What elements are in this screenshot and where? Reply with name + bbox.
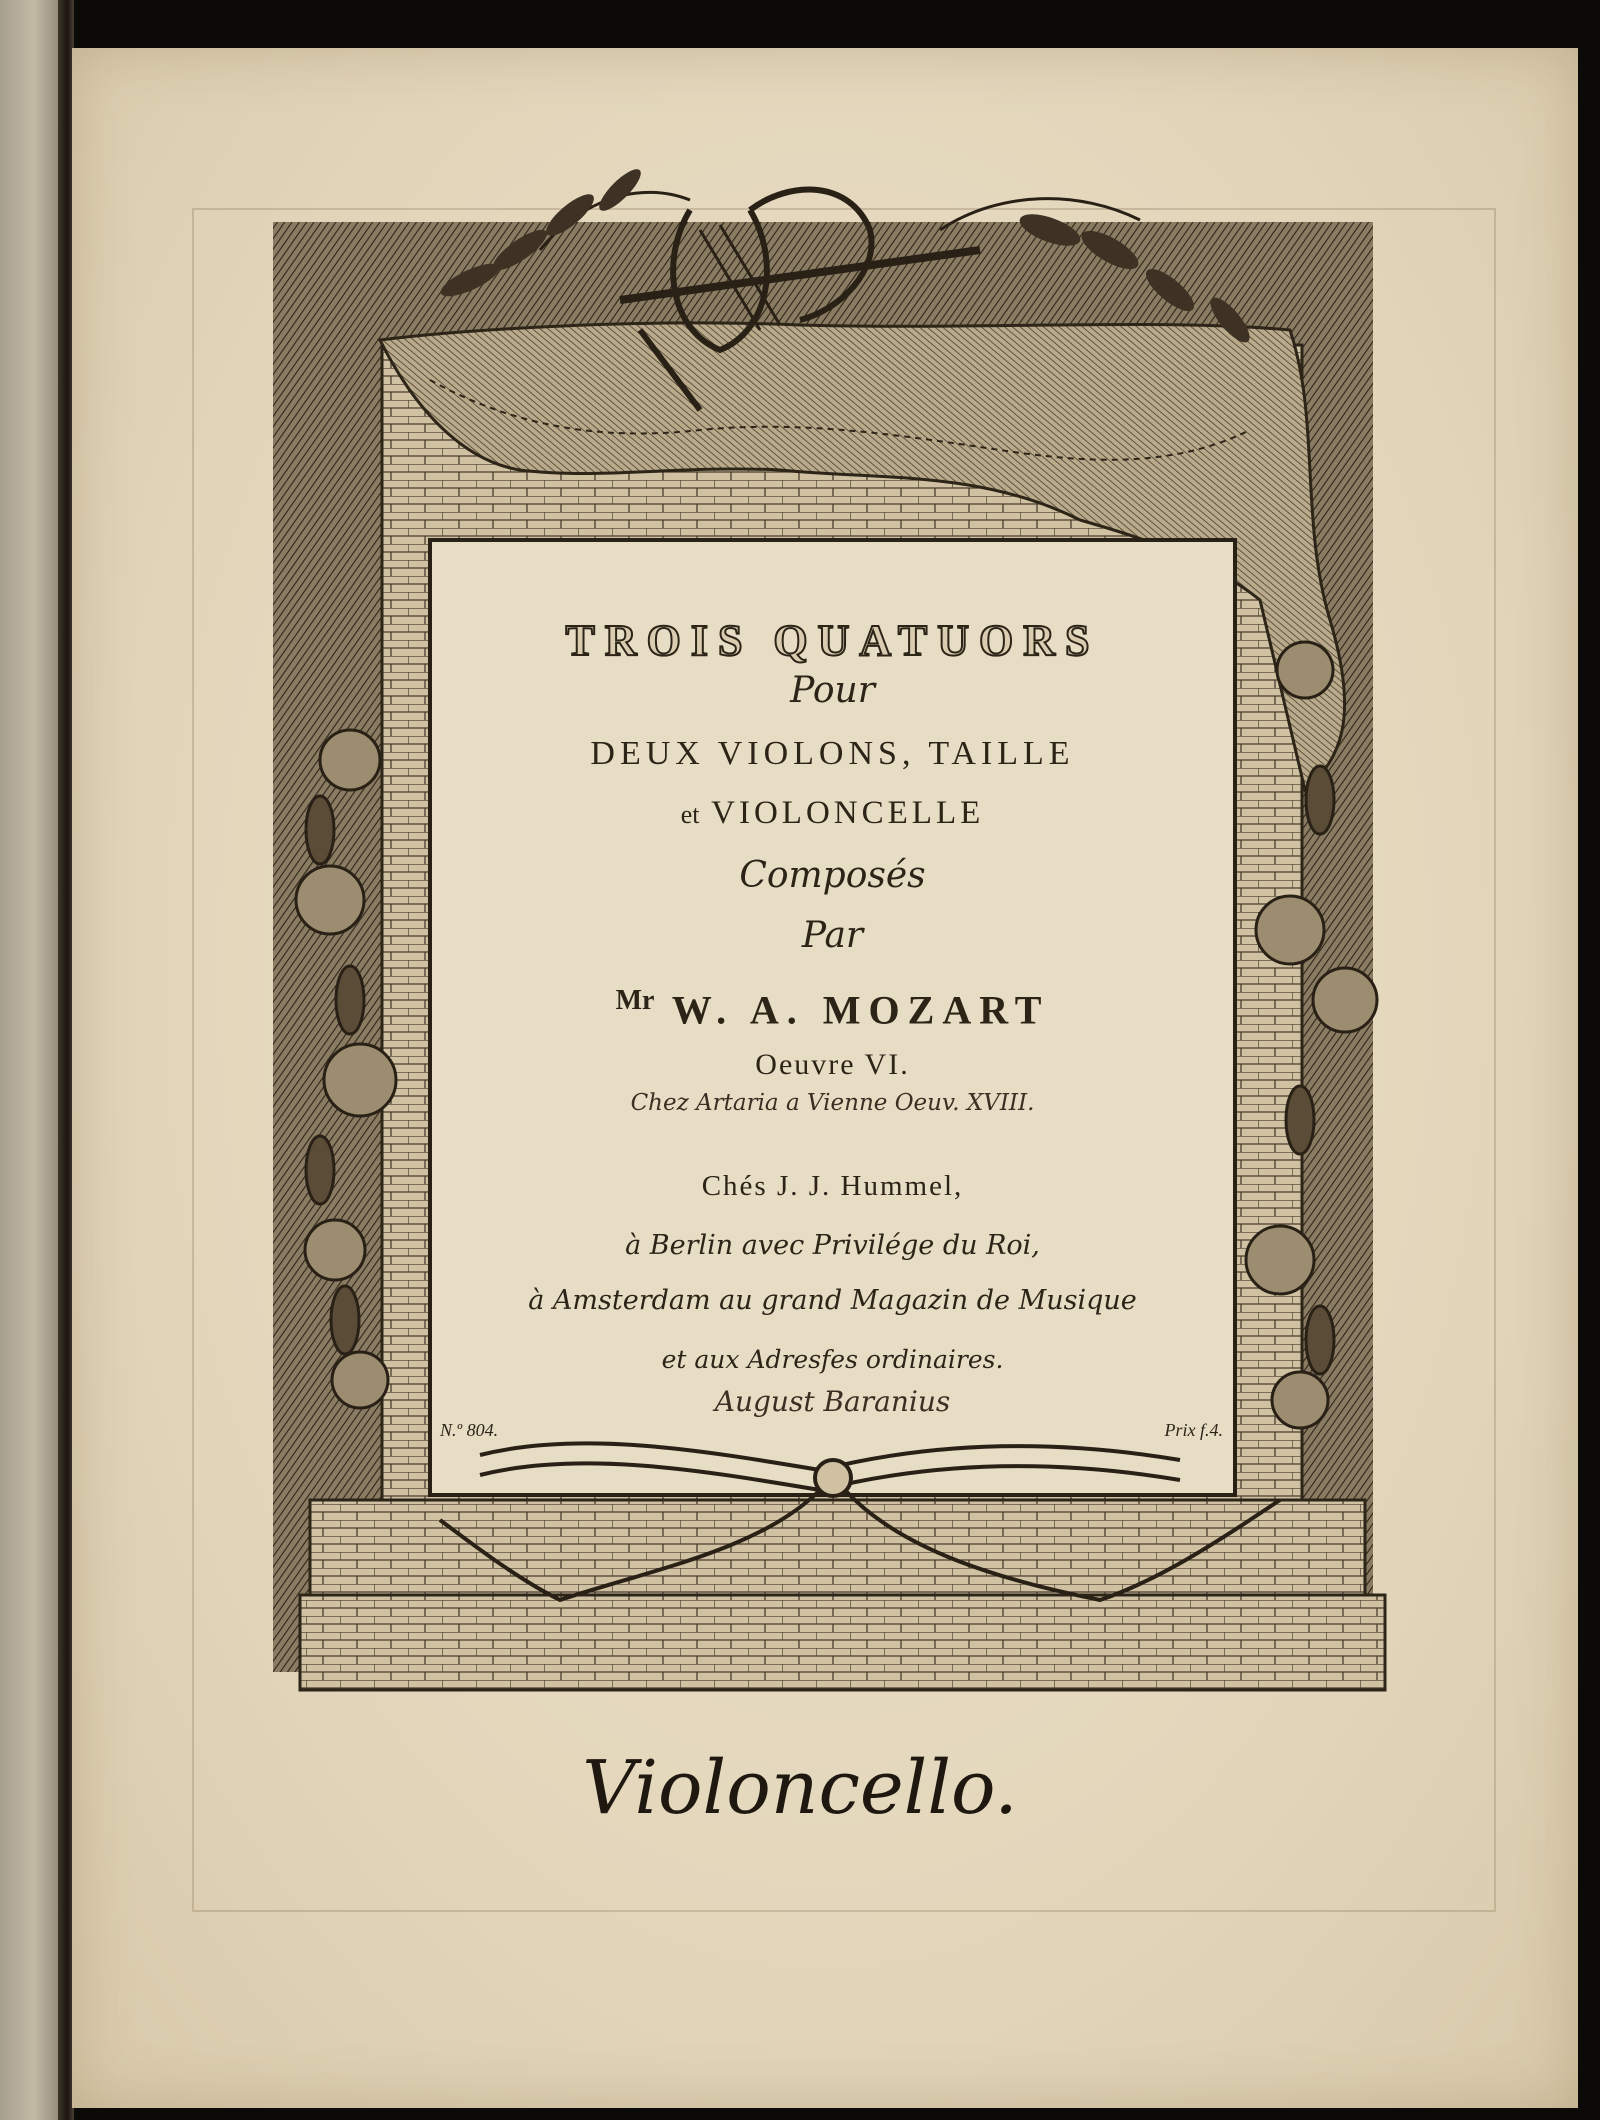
handwritten-part-label: Violoncello. [582,1745,1018,1831]
pour-text: Pour [790,670,875,711]
publisher-line: Chés J. J. Hummel, [701,1170,964,1202]
price: Prix f.4. [1164,1420,1223,1440]
composer-name: W. A. MOZART [671,987,1050,1033]
composer-prefix: Mr [615,985,655,1016]
publisher-berlin: à Berlin avec Privilége du Roi, [625,1230,1040,1261]
par-text: Par [801,915,864,956]
title-text-block [430,540,1235,1495]
title-heading: TROIS QUATUORS [565,616,1100,665]
publisher-amsterdam: à Amsterdam au grand Magazin de Musique [528,1285,1137,1316]
plate-number: N.º 804. [440,1420,499,1440]
handwritten-artaria-note: Chez Artaria a Vienne Oeuv. XVIII. [630,1090,1035,1116]
publisher-addresses: et aux Adresfes ordinaires. [661,1345,1004,1374]
brick-pedestal [300,1500,1385,1690]
plate-info [430,1420,1235,1441]
owner-signature: August Baranius [714,1385,951,1418]
instruments-line-2 [430,795,1235,832]
instruments-line-1: DEUX VIOLONS, TAILLE [590,735,1075,772]
composer-line [430,985,1235,1033]
instruments-violoncelle: VIOLONCELLE [711,795,985,831]
opus-number: Oeuvre VI. [755,1048,910,1081]
composes-text: Composés [739,855,926,896]
instruments-prefix: et [680,800,700,829]
